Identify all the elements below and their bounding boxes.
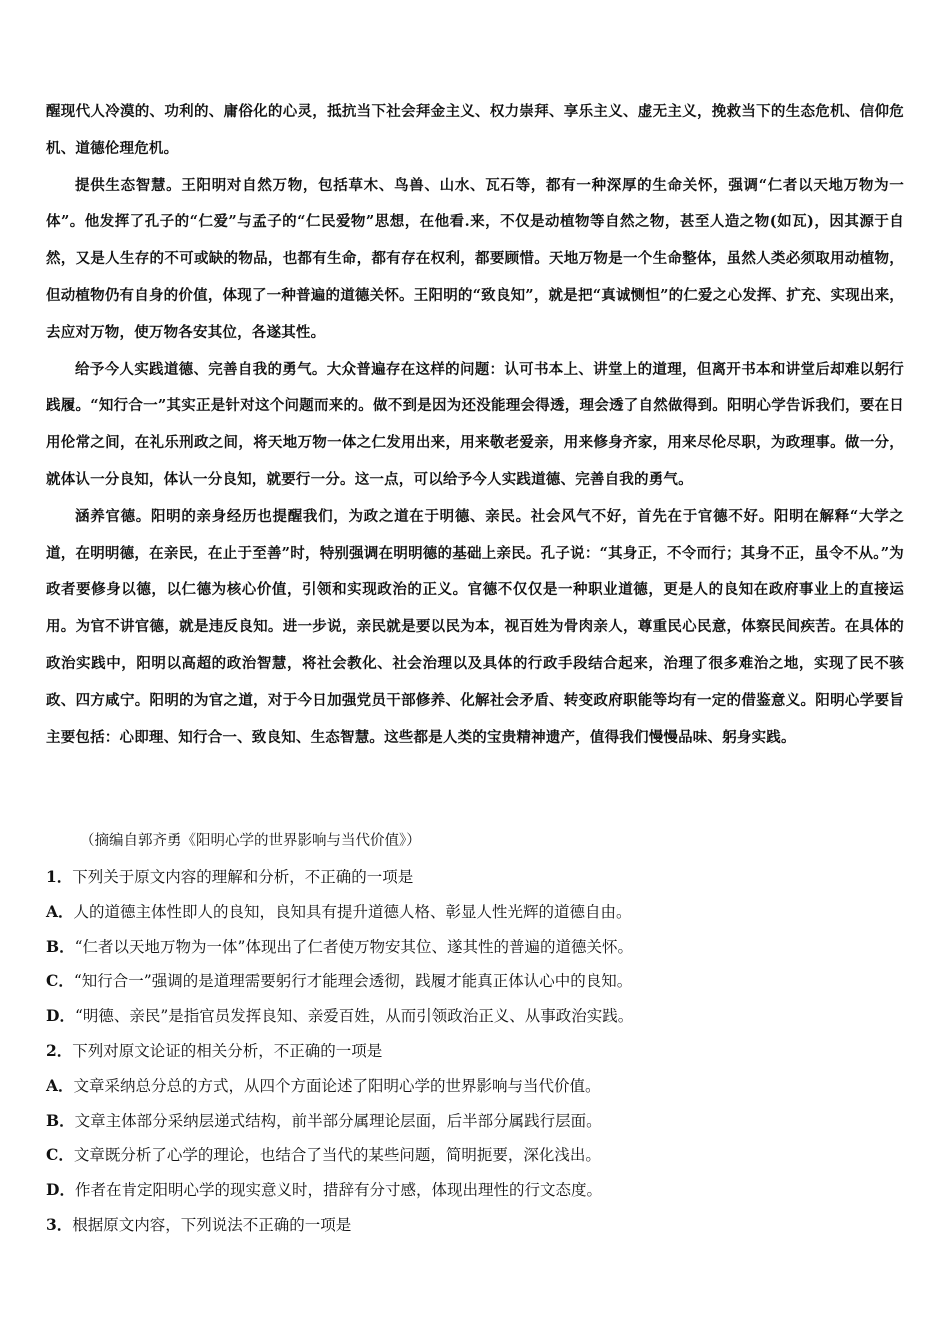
answer-option[interactable] [46,1173,906,1208]
question-stem [46,860,906,895]
question-number: 3． [46,1214,73,1234]
option-text: “知行合一”强调的是道理需要躬行才能理会透彻，践履才能真正体认心中的良知。 [73,972,633,991]
answer-option[interactable] [46,1104,906,1139]
answer-option[interactable] [46,999,906,1034]
question-text: 根据原文内容，下列说法不正确的一项是 [72,1215,352,1234]
passage-paragraph: 涵养官德。阳明的亲身经历也提醒我们，为政之道在于明德、亲民。社会风气不好，首先在于官德不好。阳明在解释“大学之道，在明明德，在亲民，在止于至善”时，特别强调在明明德的基础上亲民。孔子说：“其身正，不令而行；其身不正，虽令不从。”为政者要修身以德，以仁德为核心价值，引领和实现政治的正义。官德不仅仅是一种职业道德，更是人的良知在政府事业上的直接运用。为官不讲官德，就是违反良知。进一步说，亲民就是要以民为本，视百姓为骨肉亲人，尊重民心民意，体察民间疾苦。在具体的政治实践中，阳明以高超的政治智慧，将社会教化、社会治理以及具体的行政手段结合起来，治理了很多难治之地，实现了民不骇政、四方咸宁。阳明的为官之道，对于今日加强党员干部修养、化解社会矛盾、转变政府职能等均有一定的借鉴意义。阳明心学要旨主要包括：心即理、知行合一、致良知、生态智慧。这些都是人类的宝贵精神遗产，值得我们慢慢品味、躬身实践。 [46,507,904,746]
question-stem [46,1034,906,1069]
passage-paragraph: 给予今人实践道德、完善自我的勇气。大众普遍存在这样的问题：认可书本上、讲堂上的道理，但离开书本和讲堂后却难以躬行践履。“知行合一”其实正是针对这个问题而来的。做不到是因为还没能理会得透，理会透了自然做得到。阳明心学告诉我们，要在日用伦常之间，在礼乐刑政之间，将天地万物一体之仁发用出来，用来敬老爱亲，用来修身齐家，用来尽伦尽职，为政理事。做一分，就体认一分良知，体认一分良知，就要行一分。这一点，可以给予今人实践道德、完善自我的勇气。 [46,360,904,488]
option-text: 作者在肯定阳明心学的现实意义时，措辞有分寸感，体现出理性的行文态度。 [74,1181,602,1200]
passage-paragraph: 提供生态智慧。王阳明对自然万物，包括草木、鸟兽、山水、瓦石等，都有一种深厚的生命关怀，强调“仁者以天地万物为一体”。他发挥了孔子的“仁爱”与孟子的“仁民爱物”思想，在他看.来，不仅是动植物等自然之物，甚至人造之物(如瓦)，因其源于自然，又是人生存的不可或缺的物品，也都有生命，都有存在权利，都要顾惜。天地万物是一个生命整体，虽然人类必须取用动植物，但动植物仍有自身的价值，体现了一种普遍的道德关怀。王阳明的“致良知”，就是把“真诚恻怛”的仁爱之心发挥、扩充、实现出来，去应对万物，使万物各安其位，各遂其性。 [46,176,904,341]
option-text: “仁者以天地万物为一体”体现出了仁者使万物安其位、遂其性的普遍的道德关怀。 [74,937,633,956]
passage-paragraph: 醒现代人冷漠的、功利的、庸俗化的心灵，抵抗当下社会拜金主义、权力崇拜、享乐主义、虚无主义，挽救当下的生态危机、信仰危机、道德伦理危机。 [46,103,904,157]
questions-section [46,860,906,1243]
question-text: 下列对原文论证的相关分析，不正确的一项是 [72,1041,383,1060]
answer-option[interactable] [46,895,906,930]
reading-passage [46,94,904,756]
option-letter: A． [46,1075,74,1095]
option-letter: A． [46,901,74,921]
answer-option[interactable] [46,964,906,999]
option-letter: B． [46,936,75,956]
question-stem [46,1208,906,1243]
question-number: 2． [46,1040,73,1060]
answer-option[interactable] [46,1138,906,1173]
option-text: 文章既分析了心学的理论，也结合了当代的某些问题，简明扼要，深化浅出。 [73,1146,601,1165]
option-letter: D． [46,1180,75,1200]
answer-option[interactable] [46,930,906,965]
question-text: 下列关于原文内容的理解和分析，不正确的一项是 [72,868,414,886]
option-letter: D． [46,1006,75,1026]
option-letter: C． [46,1145,74,1165]
option-text: 文章采纳总分总的方式，从四个方面论述了阳明心学的世界影响与当代价值。 [73,1076,601,1095]
option-text: 人的道德主体性即人的良知，良知具有提升道德人格、彰显人性光辉的道德自由。 [73,902,632,921]
answer-option[interactable] [46,1069,906,1104]
option-letter: C． [46,971,74,991]
option-text: 文章主体部分采纳层递式结构，前半部分属理论层面，后半部分属践行层面。 [74,1111,602,1130]
passage-source: （摘编自郭齐勇《阳明心学的世界影响与当代价值》） [80,833,421,849]
question-number: 1． [46,867,73,886]
option-text: “明德、亲民”是指官员发挥良知、亲爱百姓，从而引领政治正义、从事政治实践。 [74,1007,634,1026]
option-letter: B． [46,1110,75,1130]
